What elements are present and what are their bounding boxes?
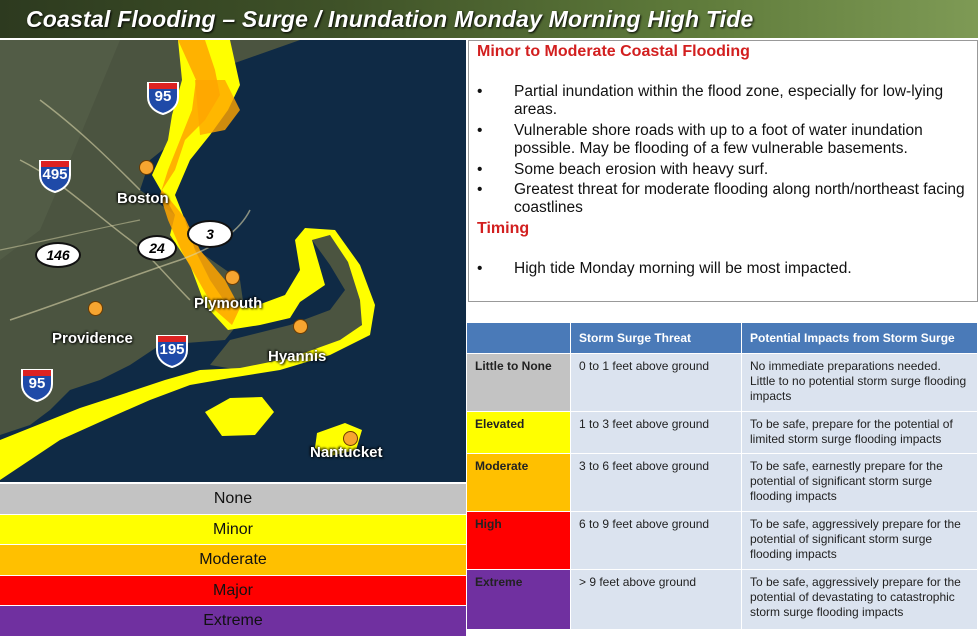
impact-cell: No immediate preparations needed. Little to no potential storm surge flooding impacts [742,354,978,412]
city-label-nantucket: Nantucket [310,444,383,461]
surge-threat-cell: > 9 feet above ground [571,570,742,630]
bullet-text: Vulnerable shore roads with up to a foot of water inundation possible. May be flooding of a few vulnerable basements. [514,122,923,157]
threat-level-cell: Little to None [467,354,571,412]
impact-cell: To be safe, aggressively prepare for the potential of devastating to catastrophic storm surge flooding impacts [742,570,978,630]
summary-bullet [477,161,973,179]
storm-surge-impact-table [466,322,978,630]
bullet-marker: • [477,83,483,100]
surge-threat-cell: 3 to 6 feet above ground [571,454,742,512]
table-header-row [467,323,978,354]
threat-level-cell: Moderate [467,454,571,512]
table-row [467,570,978,630]
providence-marker [88,301,103,316]
flood-legend [0,483,466,636]
timing-bullet [477,260,973,278]
city-label-hyannis: Hyannis [268,348,327,365]
interstate-95-south-label: 95 [28,375,46,392]
table-header-threat: Storm Surge Threat [571,323,742,354]
impact-cell: To be safe, earnestly prepare for the potential of significant storm surge flooding impacts [742,454,978,512]
legend-item-none: None [0,483,466,514]
legend-item-major: Major [0,575,466,606]
bullet-text: Some beach erosion with heavy surf. [514,161,769,178]
summary-bullet [477,122,973,158]
table-row [467,512,978,570]
hyannis-marker [293,319,308,334]
route-3-marker: 3 [187,220,233,248]
flooding-summary-panel [468,40,978,302]
summary-bullet [477,181,973,217]
table-header-impacts: Potential Impacts from Storm Surge [742,323,978,354]
bullet-text: Partial inundation within the flood zone, especially for low-lying areas. [514,83,944,118]
route-24-marker: 24 [137,235,177,261]
legend-item-moderate: Moderate [0,544,466,575]
city-label-plymouth: Plymouth [194,295,263,312]
flood-map [0,40,466,482]
table-header-blank [467,323,571,354]
legend-item-extreme: Extreme [0,605,466,636]
interstate-95-north-label: 95 [154,88,172,105]
interstate-95-south-shield [20,366,54,402]
page-title: Coastal Flooding – Surge / Inundation Monday Morning High Tide [26,6,754,32]
interstate-195-shield [155,332,189,368]
interstate-495-shield [38,157,72,193]
impact-cell: To be safe, aggressively prepare for the potential of significant storm surge flooding impacts [742,512,978,570]
boston-marker [139,160,154,175]
summary-bullet [477,83,973,119]
timing-heading: Timing [477,220,530,237]
table-row [467,454,978,512]
bullet-text: High tide Monday morning will be most impacted. [514,260,852,277]
bullet-marker: • [477,260,483,277]
legend-item-minor: Minor [0,514,466,545]
table-row [467,354,978,412]
interstate-95-north-shield [146,79,180,115]
surge-threat-cell: 6 to 9 feet above ground [571,512,742,570]
threat-level-cell: Extreme [467,570,571,630]
impact-cell: To be safe, prepare for the potential of limited storm surge flooding impacts [742,412,978,454]
city-label-providence: Providence [52,330,133,347]
bullet-marker: • [477,181,483,198]
city-label-boston: Boston [117,190,169,207]
surge-threat-cell: 0 to 1 feet above ground [571,354,742,412]
plymouth-marker [225,270,240,285]
bullet-text: Greatest threat for moderate flooding along north/northeast facing coastlines [514,181,965,216]
surge-threat-cell: 1 to 3 feet above ground [571,412,742,454]
flooding-heading: Minor to Moderate Coastal Flooding [477,43,750,60]
interstate-195-label: 195 [159,341,185,358]
title-bar [0,0,978,40]
route-146-marker: 146 [35,242,81,268]
table-row [467,412,978,454]
bullet-marker: • [477,122,483,139]
threat-level-cell: High [467,512,571,570]
interstate-495-label: 495 [42,166,68,183]
threat-level-cell: Elevated [467,412,571,454]
bullet-marker: • [477,161,483,178]
